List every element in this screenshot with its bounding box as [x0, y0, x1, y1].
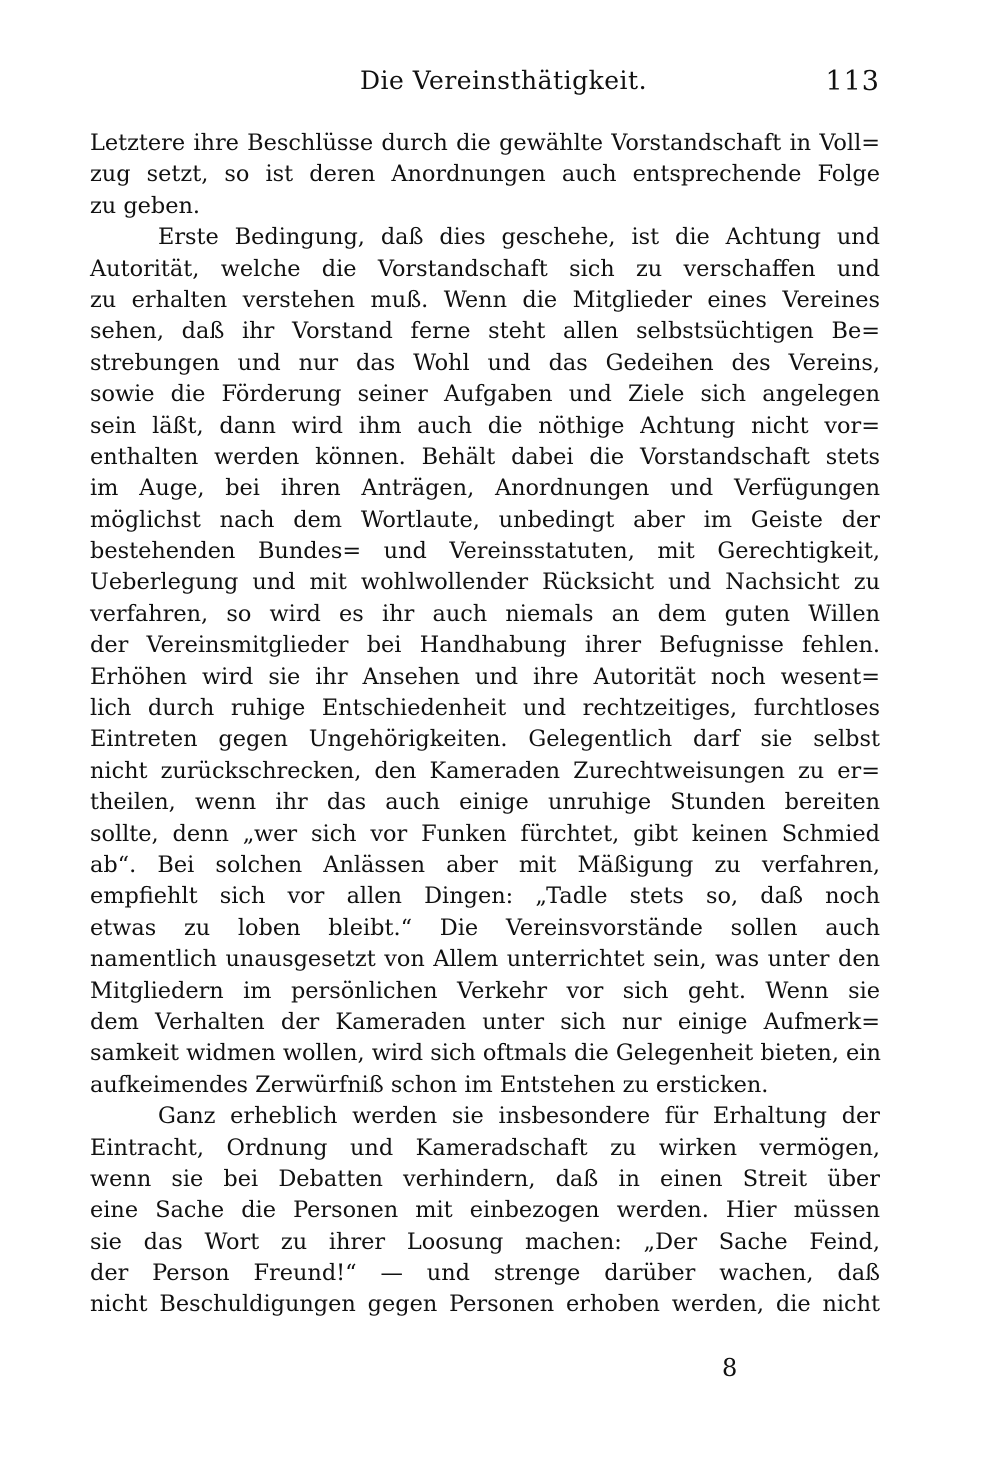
text-line: nicht zurückschrecken, den Kameraden Zurechtweisungen zu er= — [90, 757, 880, 784]
text-line: verfahren, so wird es ihr auch niemals an dem guten Willen — [90, 600, 880, 627]
text-line: ab“. Bei solchen Anlässen aber mit Mäßigung zu verfahren, — [90, 851, 880, 878]
text-line: sowie die Förderung seiner Aufgaben und Ziele sich angelegen — [90, 381, 880, 408]
text-line: zu geben. — [90, 192, 201, 219]
text-line: theilen, wenn ihr das auch einige unruhige Stunden bereiten — [90, 789, 880, 816]
text-line: zug setzt, so ist deren Anordnungen auch entsprechende Folge — [90, 161, 880, 188]
text-line: Mitgliedern im persönlichen Verkehr vor sich geht. Wenn sie — [90, 977, 880, 1004]
text-line: strebungen und nur das Wohl und das Gedeihen des Vereins, — [90, 349, 880, 376]
text-line: aufkeimendes Zerwürfniß schon im Entstehen zu ersticken. — [90, 1071, 769, 1098]
text-line: Erhöhen wird sie ihr Ansehen und ihre Autorität noch wesent= — [90, 663, 880, 690]
text-line: lich durch ruhige Entschiedenheit und rechtzeitiges, furchtloses — [90, 695, 880, 722]
page-number: 113 — [825, 66, 880, 97]
text-line: sehen, daß ihr Vorstand ferne steht allen selbstsüchtigen Be= — [90, 318, 880, 345]
text-line: bestehenden Bundes= und Vereinsstatuten, mit Gerechtigkeit, — [90, 538, 880, 565]
running-header — [90, 66, 880, 106]
text-line: sie das Wort zu ihrer Loosung machen: „Der Sache Feind, — [90, 1228, 880, 1255]
text-line: Ueberlegung und mit wohlwollender Rücksicht und Nachsicht zu — [90, 569, 880, 596]
text-line: Erste Bedingung, daß dies geschehe, ist die Achtung und — [158, 224, 880, 251]
text-line: Ganz erheblich werden sie insbesondere für Erhaltung der — [158, 1103, 880, 1130]
text-line: namentlich unausgesetzt von Allem unterrichtet sein, was unter den — [90, 946, 880, 973]
text-line: wenn sie bei Debatten verhindern, daß in einen Streit über — [90, 1165, 880, 1192]
text-line: Letztere ihre Beschlüsse durch die gewählte Vorstandschaft in Voll= — [90, 130, 880, 156]
text-line: Autorität, welche die Vorstandschaft sich zu verschaffen und — [90, 255, 880, 282]
body-text — [90, 128, 880, 1321]
text-line: im Auge, bei ihren Anträgen, Anordnungen und Verfügungen — [90, 475, 880, 502]
text-line: nicht Beschuldigungen gegen Personen erhoben werden, die nicht — [90, 1291, 880, 1318]
text-line: sollte, denn „wer sich vor Funken fürchtet, gibt keinen Schmied — [90, 820, 880, 847]
text-line: sein läßt, dann wird ihm auch die nöthige Achtung nicht vor= — [90, 412, 880, 439]
text-line: enthalten werden können. Behält dabei die Vorstandschaft stets — [90, 443, 880, 470]
text-line: der Person Freund!“ — und strenge darüber wachen, daß — [90, 1260, 880, 1287]
text-line: etwas zu loben bleibt.“ Die Vereinsvorstände sollen auch — [90, 914, 880, 941]
text-line: empfiehlt sich vor allen Dingen: „Tadle stets so, daß noch — [90, 883, 880, 910]
text-line: möglichst nach dem Wortlaute, unbedingt aber im Geiste der — [90, 506, 880, 533]
text-line: dem Verhalten der Kameraden unter sich nur einige Aufmerk= — [90, 1008, 880, 1035]
text-line: Eintreten gegen Ungehörigkeiten. Gelegentlich darf sie selbst — [90, 726, 880, 753]
text-line: Eintracht, Ordnung und Kameradschaft zu wirken vermögen, — [90, 1134, 880, 1161]
text-line: samkeit widmen wollen, wird sich oftmals die Gelegenheit bieten, ein — [90, 1040, 881, 1067]
text-line: zu erhalten verstehen muß. Wenn die Mitglieder eines Vereines — [90, 286, 880, 313]
text-line: eine Sache die Personen mit einbezogen werden. Hier müssen — [90, 1197, 880, 1224]
running-head-title: Die Vereinsthätigkeit. — [360, 66, 648, 95]
signature-mark: 8 — [722, 1354, 738, 1382]
text-line: der Vereinsmitglieder bei Handhabung ihrer Befugnisse fehlen. — [90, 632, 880, 659]
